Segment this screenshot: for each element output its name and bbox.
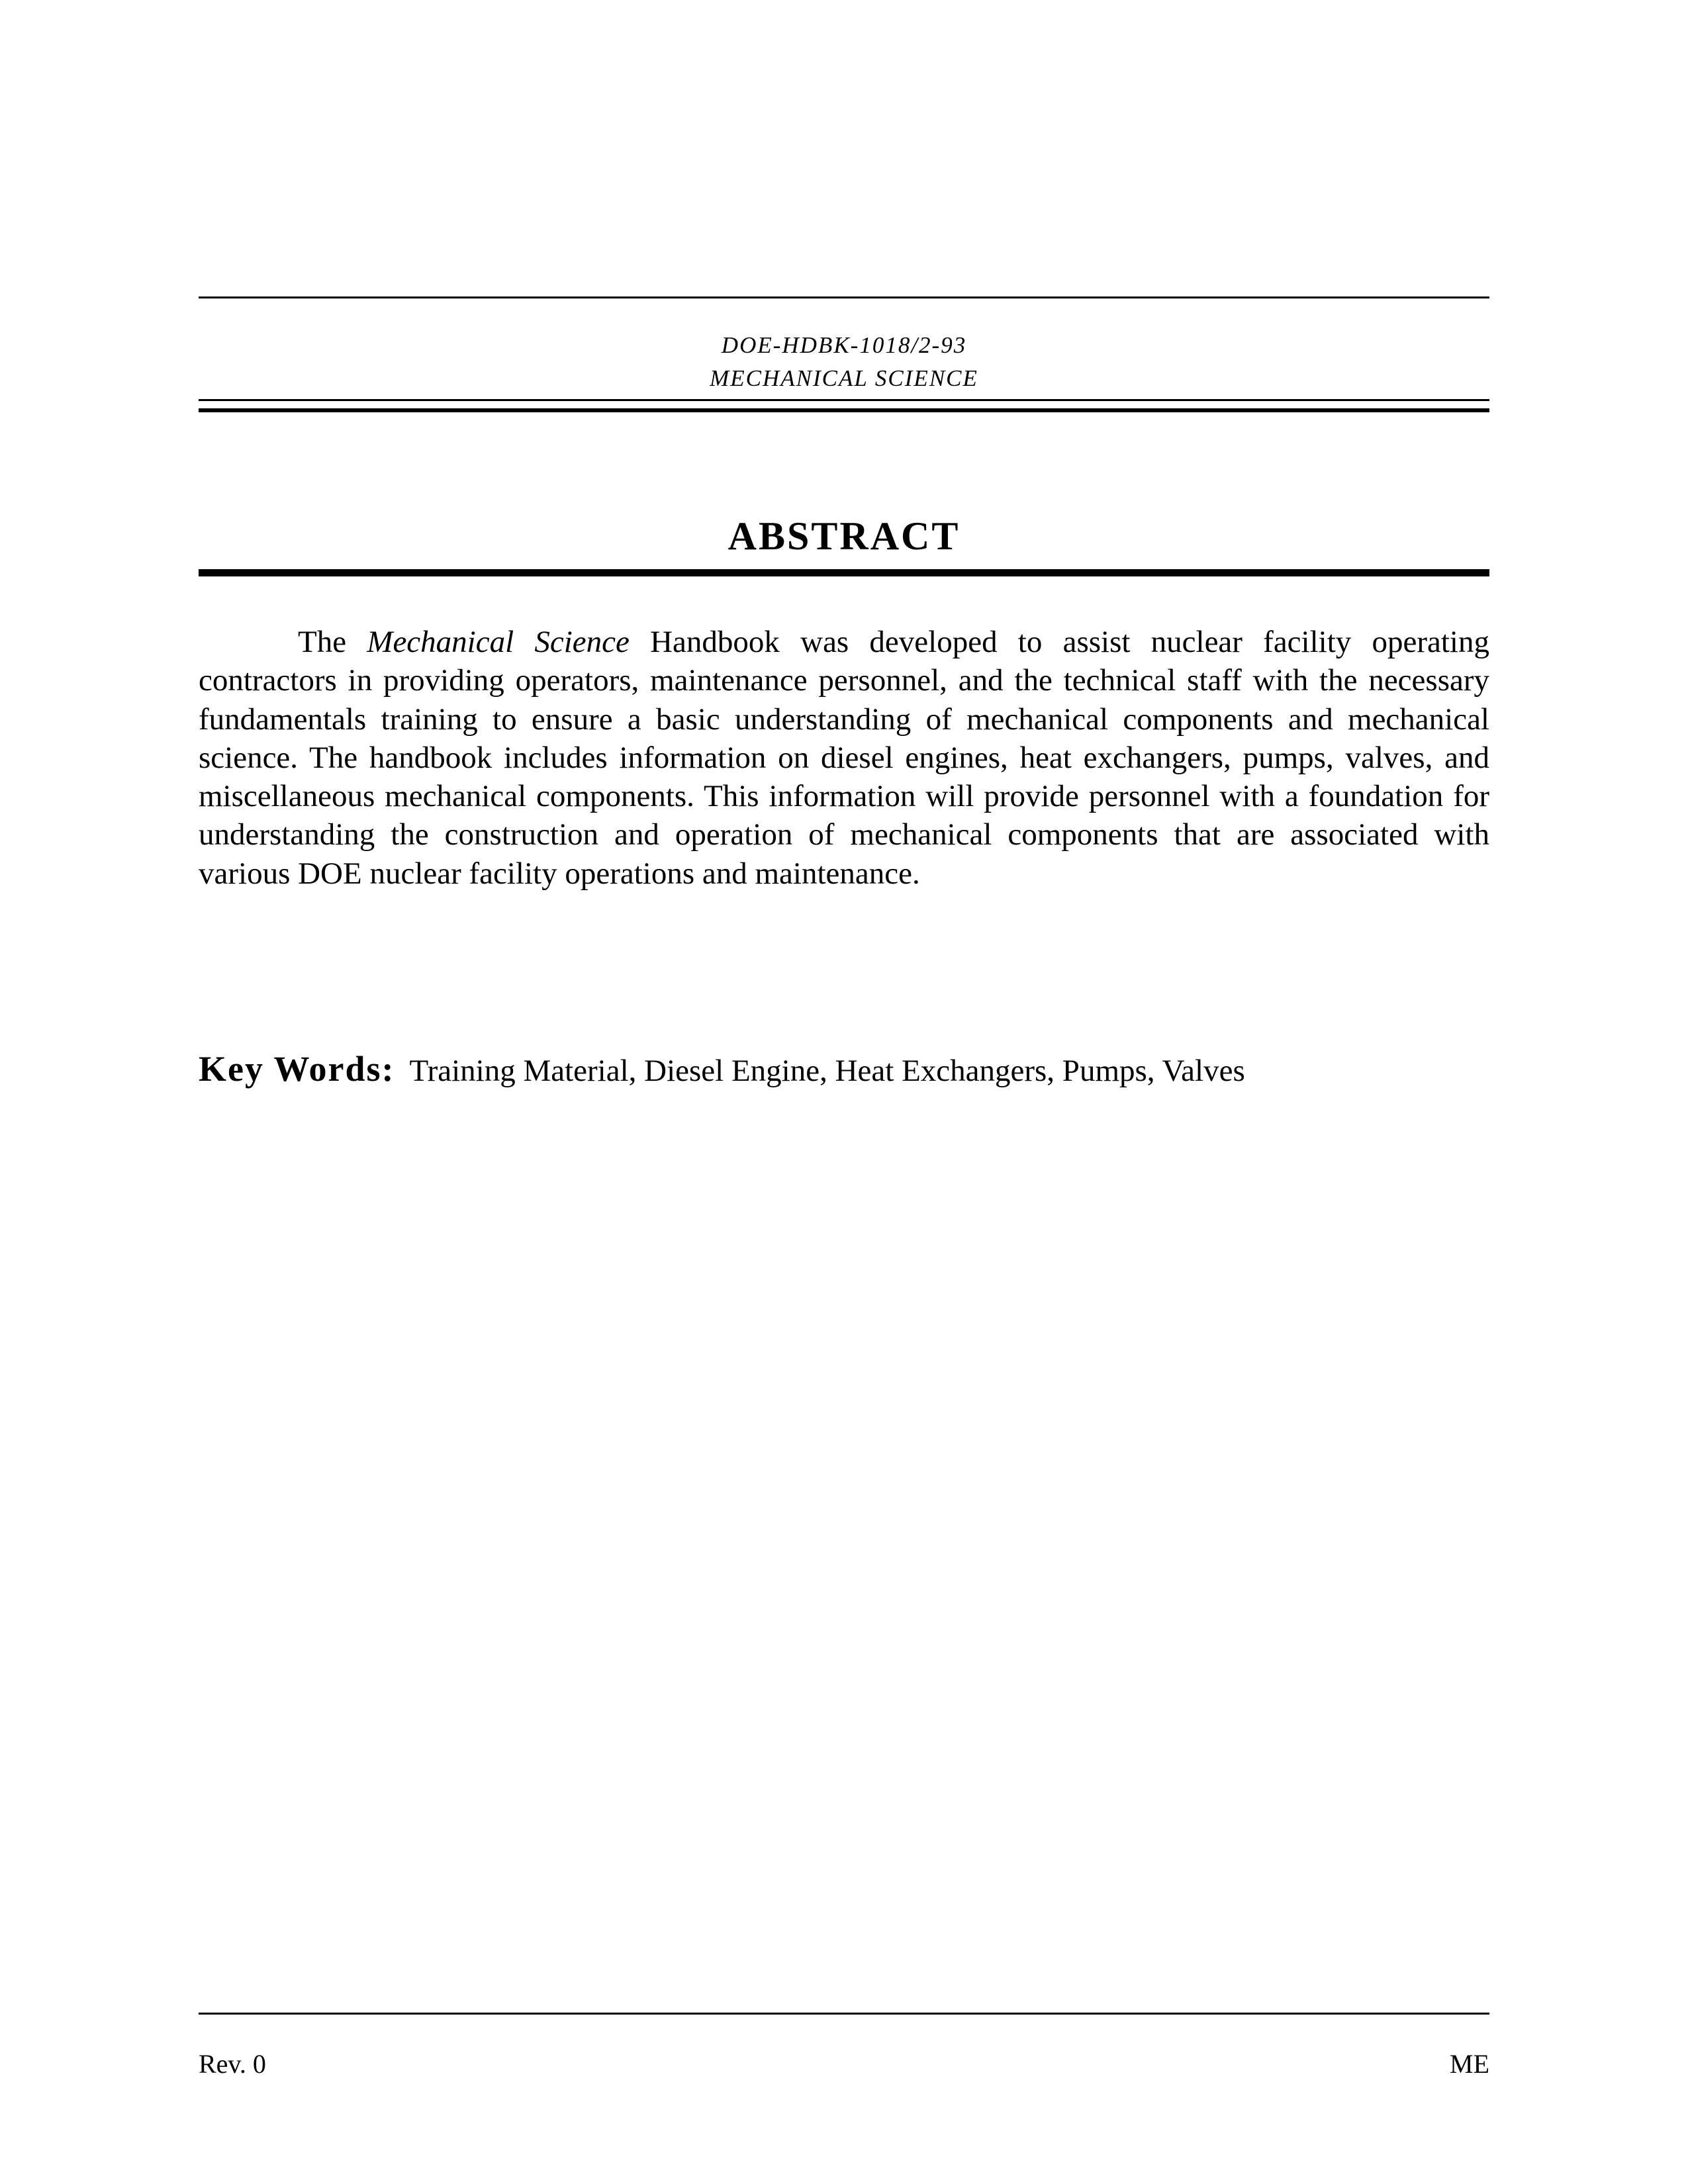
doc-number: DOE-HDBK-1018/2-93 [721,332,967,358]
abstract-body-intro: The [298,625,367,659]
header-top-rule [199,296,1489,298]
footer-revision: Rev. 0 [199,2049,266,2079]
keywords-label: Key Words: [199,1049,395,1089]
header-bottom-rule-thick [199,408,1489,412]
abstract-title-rule [199,569,1489,576]
keywords-line [199,1048,1489,1092]
abstract-body-text: Handbook was developed to assist nuclear facility operating contractors in providing operators, maintenance personnel, and the technical staff with the necessary fundamentals training to ensure a basic understanding of mechanical components and mechanical science. The handbook includes information on diesel engines, heat exchangers, pumps, valves, and miscellaneous mechanical components. This information will provide personnel with a foundation for understanding the construction and operation of mechanical components that are associated with various DOE nuclear facility operations and maintenance. [199,625,1489,891]
footer-section-code: ME [1450,2049,1489,2079]
doc-subject: MECHANICAL SCIENCE [710,365,978,391]
header-bottom-rule-thin [199,399,1489,401]
abstract-title: ABSTRACT [727,514,961,558]
handbook-title-italic: Mechanical Science [367,625,630,659]
keywords-value: Training Material, Diesel Engine, Heat Exchangers, Pumps, Valves [409,1054,1245,1088]
abstract-body [199,623,1489,893]
footer-rule [199,2013,1489,2015]
running-header [199,329,1489,395]
